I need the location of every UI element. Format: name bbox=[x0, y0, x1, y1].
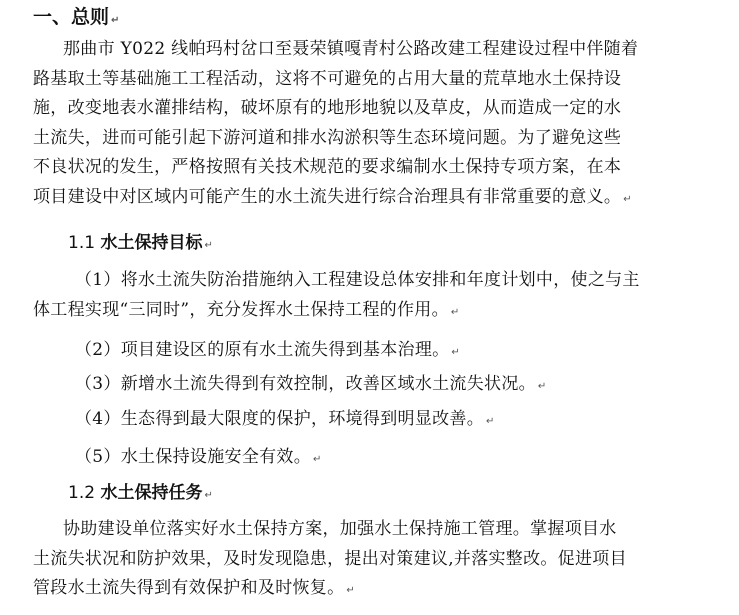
intro-line: 路基取土等基础施工工程活动，这将不可避免的占用大量的荒草地水土保持设 bbox=[33, 68, 622, 89]
subsection-title: 水土保持任务 bbox=[100, 483, 203, 503]
paragraph-mark-icon: ↵ bbox=[623, 193, 632, 205]
paragraph-mark-icon: ↵ bbox=[313, 454, 322, 465]
goal-line: （3）新增水土流失得到有效控制，改善区域水土流失状况。 bbox=[75, 374, 536, 394]
goal-item-3 bbox=[33, 370, 713, 400]
intro-paragraph bbox=[33, 35, 713, 212]
section-heading bbox=[33, 4, 119, 34]
goal-line: （5）水土保持设施安全有效。 bbox=[75, 447, 312, 467]
paragraph-mark-icon: ↵ bbox=[204, 240, 213, 251]
paragraph-mark-icon: ↵ bbox=[486, 416, 495, 427]
goal-item-5 bbox=[33, 443, 713, 473]
task-line: 管段水土流失得到有效保护和及时恢复。 bbox=[33, 578, 345, 598]
paragraph-mark-icon: ↵ bbox=[111, 15, 120, 26]
paragraph-mark-icon: ↵ bbox=[204, 490, 213, 501]
task-line: 土流失状况和防护效果，及时发现隐患，提出对策建议,并落实整改。促进项目 bbox=[33, 548, 627, 569]
subsection-title: 水土保持目标 bbox=[100, 233, 203, 253]
subsection-number: 1.2 bbox=[68, 483, 96, 503]
subsection-number: 1.1 bbox=[68, 233, 96, 253]
task-line: 协助建设单位落实好水土保持方案，加强水土保持施工管理。掌握项目水 bbox=[63, 519, 617, 539]
goal-line: （1）将水土流失防治措施纳入工程建设总体安排和年度计划中，使之与主 bbox=[75, 270, 640, 290]
intro-line: 那曲市 Y022 线帕玛村岔口至聂荣镇嘎青村公路改建工程建设过程中伴随着 bbox=[63, 39, 639, 59]
goal-line: （4）生态得到最大限度的保护，环境得到明显改善。 bbox=[75, 409, 485, 429]
paragraph-mark-icon: ↵ bbox=[451, 347, 461, 358]
intro-line: 土流失，进而可能引起下游河道和排水沟淤积等生态环境问题。为了避免这些 bbox=[33, 127, 622, 148]
subsection-heading-2 bbox=[68, 481, 213, 508]
goal-line: 体工程实现“三同时”，充分发挥水土保持工程的作用。 bbox=[33, 299, 449, 320]
paragraph-mark-icon: ↵ bbox=[537, 381, 547, 392]
intro-line: 不良状况的发生，严格按照有关技术规范的要求编制水土保持专项方案，在本 bbox=[33, 157, 622, 177]
intro-line: 项目建设中对区域内可能产生的水土流失进行综合治理具有非常重要的意义。 bbox=[33, 186, 622, 207]
goal-item-2 bbox=[33, 336, 713, 366]
goal-line: （2）项目建设区的原有水土流失得到基本治理。 bbox=[75, 340, 450, 360]
paragraph-mark-icon: ↵ bbox=[450, 306, 460, 318]
goal-item-1 bbox=[33, 266, 713, 325]
paragraph-mark-icon: ↵ bbox=[346, 585, 356, 596]
section-title: 一、总则 bbox=[33, 6, 110, 28]
goal-item-4 bbox=[33, 405, 713, 435]
intro-line: 施，改变地表水灌排结构，破坏原有的地形地貌以及草皮，从而造成一定的水 bbox=[33, 98, 622, 118]
task-paragraph bbox=[33, 515, 713, 604]
subsection-heading-1 bbox=[68, 231, 213, 258]
